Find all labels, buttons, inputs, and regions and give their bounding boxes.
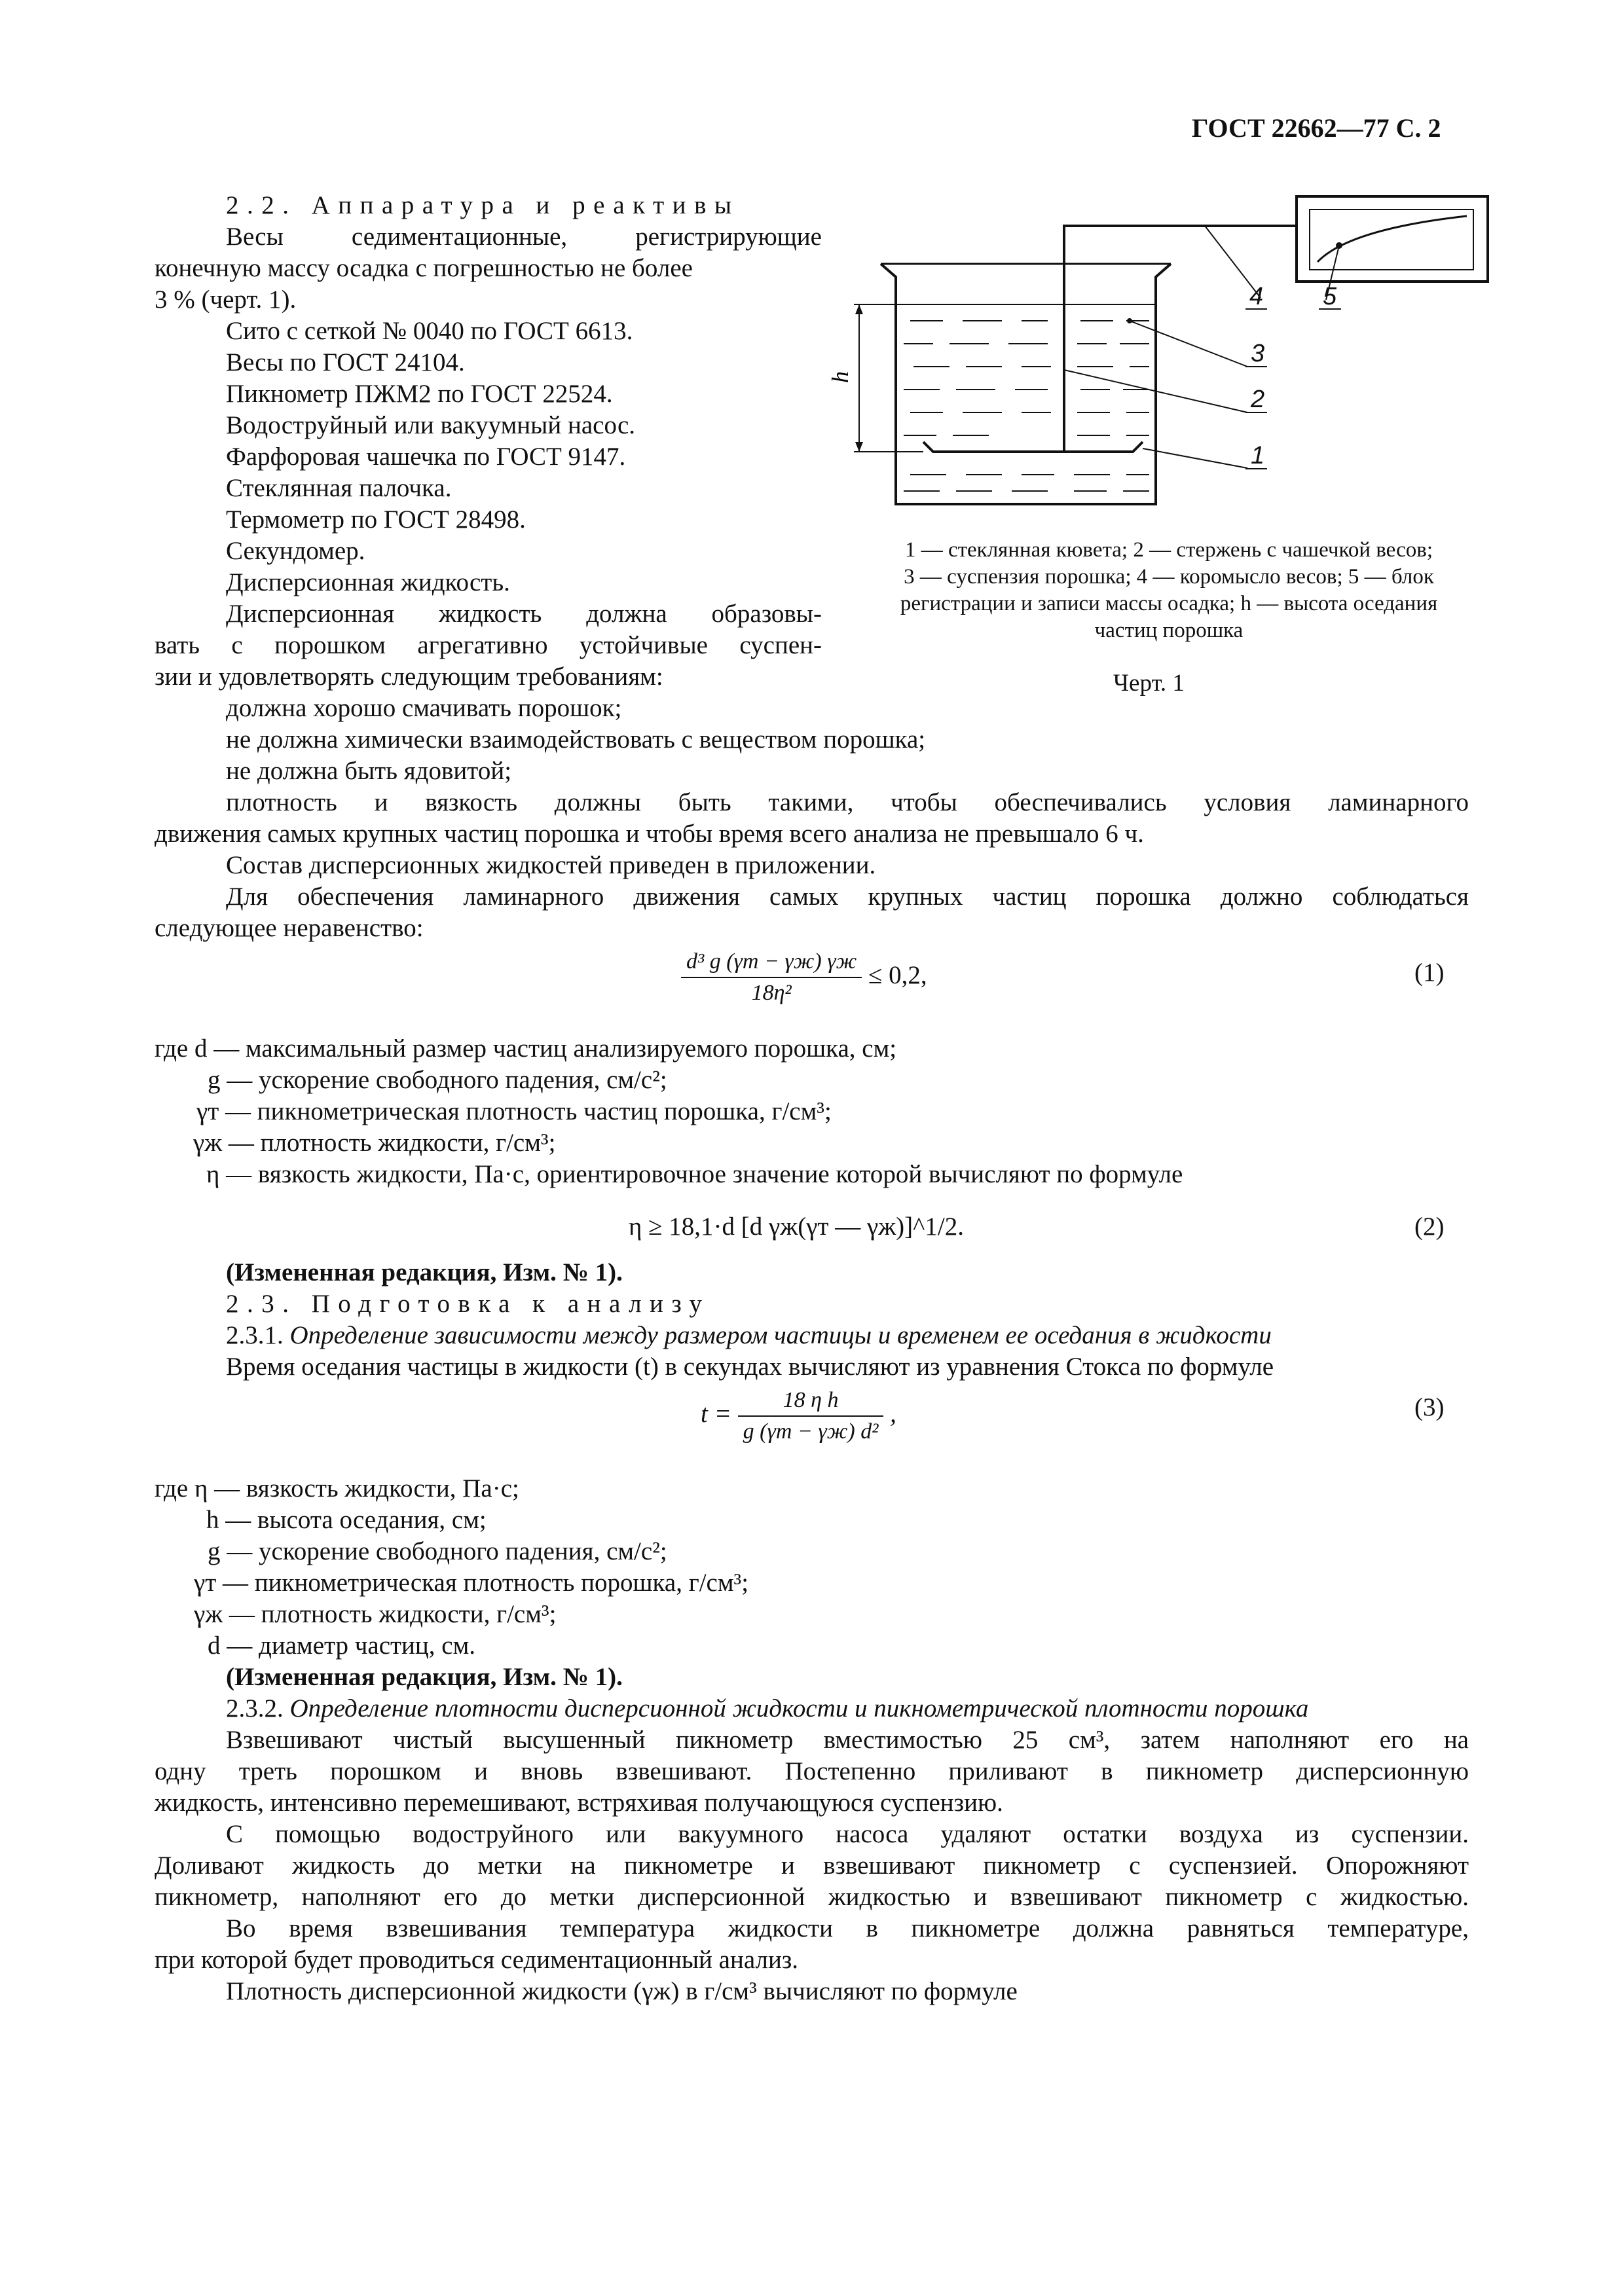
h-arrow-bottom [855,442,863,452]
section-line: конечную массу осадка с погрешностью не более [155,254,693,282]
laminar-line: следующее неравенство: [155,914,424,942]
scale-pan [923,442,1143,452]
amendment-note: (Измененная редакция, Изм. № 1). [226,1258,623,1286]
callout-4: 4 [1249,283,1264,310]
eq3-denominator: g (γт − γж) d² [743,1419,879,1444]
requirement-line: плотность и вязкость должны быть такими, чтобы обеспечивались условия ламинарного [226,788,1469,816]
eq3-numerator: 18 η h [738,1388,884,1417]
legend-line: γт — пикнометрическая плотность порошка, г/см³; [194,1569,749,1597]
subsection-number: 2.3.2. [226,1694,284,1722]
subsection-2-3-1 [226,1320,1272,1351]
amendment-note: (Измененная редакция, Изм. № 1). [226,1663,623,1691]
section-line: Дисперсионная жидкость. [226,568,510,596]
h-arrow-top [855,304,863,314]
section-heading-2-2-text: 2.2. Аппаратура и реактивы [226,191,740,219]
equation-2: η ≥ 18,1·d [d γж(γт — γж)]^1/2. [629,1212,965,1241]
section-heading-2-3-text: 2.3. Подготовка к анализу [226,1290,710,1318]
paragraph-line: пикнометр, наполняют его до метки дисперсионной жидкостью и взвешивают пикнометр с жидкостью. [155,1883,1469,1911]
suspension-hatching [904,321,1149,491]
paragraph-line: жидкость, интенсивно перемешивают, встряхивая получающуюся суспензию. [155,1789,1003,1817]
caption-line: регистрации и записи массы осадка; h — высота оседания [900,592,1438,615]
figure-title: Черт. 1 [1113,670,1185,697]
section-line: Пикнометр ПЖМ2 по ГОСТ 22524. [226,380,613,408]
page-header: ГОСТ 22662—77 С. 2 [1192,113,1441,143]
section-line: Дисперсионная жидкость должна образовы- [226,600,822,628]
legend-line: η — вязкость жидкости, Па·с, ориентировочное значение которой вычисляют по формуле [206,1160,1183,1188]
subsection-number: 2.3.1. [226,1321,284,1349]
requirement-line: должна хорошо смачивать порошок; [226,694,622,722]
section-line: зии и удовлетворять следующим требованиям: [155,663,663,691]
caption-line: 3 — суспензия порошка; 4 — коромысло весов; 5 — блок [904,565,1434,589]
requirement-line: не должна быть ядовитой; [226,757,512,785]
section-heading-2-3 [226,1288,710,1320]
section-line: вать с порошком агрегативно устойчивые суспен- [155,631,822,659]
paragraph-line: Плотность дисперсионной жидкости (γж) в г/см³ вычисляют по формуле [226,1977,1018,2005]
eq1-number: (1) [1414,958,1445,987]
subsection-2-3-2 [226,1693,1308,1724]
paragraph-line: Во время взвешивания температура жидкости в пикнометре должна равняться температуре, [226,1914,1469,1942]
callout-5: 5 [1323,283,1337,310]
subsection-title: Определение зависимости между размером частицы и временем ее оседания в жидкости [289,1321,1272,1349]
legend-line: γж — плотность жидкости, г/см³; [193,1129,556,1157]
section-line: Фарфоровая чашечка по ГОСТ 9147. [226,443,626,471]
leader-1 [1143,448,1247,468]
section-heading-2-2 [226,190,740,221]
suspension-marker [1127,318,1132,323]
legend-line: где η — вязкость жидкости, Па·с; [155,1474,519,1503]
callout-1: 1 [1251,442,1265,469]
section-line: Весы седиментационные, регистрирующие [226,223,822,251]
callout-3: 3 [1251,340,1265,367]
paragraph-line: при которой будет проводиться седиментационный анализ. [155,1946,798,1974]
eq2-number: (2) [1414,1212,1445,1241]
caption-line: 1 — стеклянная кювета; 2 — стержень с чашечкой весов; [904,538,1433,562]
h-label: h [827,371,853,383]
composition-line: Состав дисперсионных жидкостей приведен в приложении. [226,851,876,879]
paragraph-line: Доливают жидкость до метки на пикнометре и взвешивают пикнометр с суспензией. Опорожняют [155,1851,1469,1880]
caption-line: частиц порошка [1094,619,1244,642]
eq1-numerator: d³ g (γт − γж) γж [681,949,862,978]
eq3-tail: , [890,1399,896,1428]
legend-line: h — высота оседания, см; [206,1506,487,1534]
equation-3 [701,1388,896,1444]
paragraph-line: одну треть порошком и вновь взвешивают. Постепенно приливают в пикнометр дисперсионную [155,1757,1469,1785]
paragraph-line: Взвешивают чистый высушенный пикнометр вместимостью 25 см³, затем наполняют его на [226,1726,1469,1754]
section-line: Весы по ГОСТ 24104. [226,348,465,376]
legend-line: g — ускорение свободного падения, см/с²; [208,1066,667,1094]
sedimentation-scale-diagram [827,183,1493,524]
section-line: Секундомер. [226,537,365,565]
recorder-curve [1318,216,1467,262]
legend-line: γж — плотность жидкости, г/см³; [194,1600,557,1628]
paragraph-line: С помощью водоструйного или вакуумного насоса удаляют остатки воздуха из суспензии. [226,1820,1469,1848]
equation-1 [681,949,927,1006]
eq3-lhs: t = [701,1399,731,1428]
section-line: Сито с сеткой № 0040 по ГОСТ 6613. [226,317,633,345]
section-line: 3 % (черт. 1). [155,285,297,314]
figure-caption [845,537,1493,644]
legend-line: где d — максимальный размер частиц анализируемого порошка, см; [155,1034,897,1063]
eq1-fraction [681,949,862,1006]
eq3-fraction [738,1388,884,1444]
legend-line: g — ускорение свободного падения, см/с²; [208,1537,667,1565]
section-line: Водоструйный или вакуумный насос. [226,411,636,439]
section-line: Термометр по ГОСТ 28498. [226,505,526,534]
eq1-denominator: 18η² [751,981,792,1005]
legend-line: γт — пикнометрическая плотность частиц порошка, г/см³; [196,1097,832,1125]
callout-2: 2 [1251,386,1265,413]
section-line: Стеклянная палочка. [226,474,452,502]
subsection-title: Определение плотности дисперсионной жидкости и пикнометрической плотности порошка [289,1694,1309,1722]
stokes-line: Время оседания частицы в жидкости (t) в секундах вычисляют из уравнения Стокса по формуле [226,1353,1274,1381]
eq1-rhs: ≤ 0,2, [868,960,927,989]
requirement-line: движения самых крупных частиц порошка и чтобы время всего анализа не превышало 6 ч. [155,820,1144,848]
legend-line: d — диаметр частиц, см. [208,1631,476,1660]
laminar-line: Для обеспечения ламинарного движения самых крупных частиц порошка должно соблюдаться [226,883,1469,911]
requirement-line: не должна химически взаимодействовать с веществом порошка; [226,725,926,754]
eq3-number: (3) [1414,1393,1445,1421]
